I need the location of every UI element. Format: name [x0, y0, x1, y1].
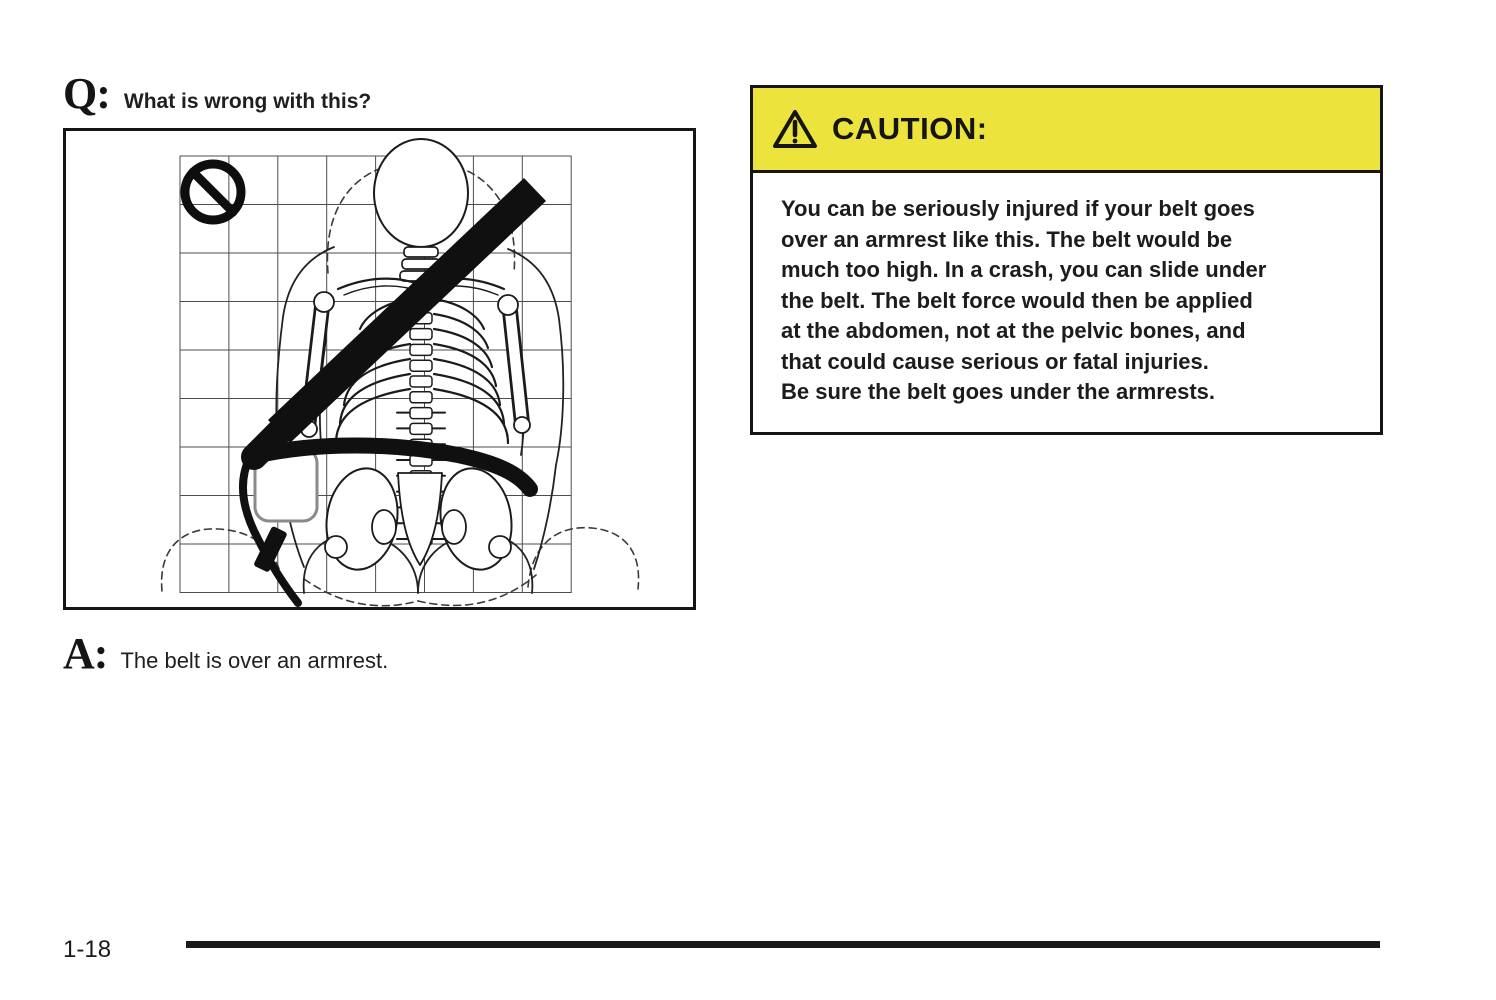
caution-body-line: that could cause serious or fatal injuries.: [781, 348, 1209, 374]
caution-body: [750, 173, 1383, 435]
question-heading: [63, 69, 372, 118]
question-text: What is wrong with this?: [123, 90, 372, 113]
answer-text: The belt is over an armrest.: [120, 648, 389, 673]
prohibition-icon: [185, 164, 241, 220]
caution-body-line: Be sure the belt goes under the armrests.: [781, 379, 1216, 404]
page-number: 1-18: [63, 936, 112, 963]
caution-body-line: over an armrest like this. The belt would be: [781, 226, 1233, 252]
caution-title: CAUTION:: [832, 111, 988, 146]
belt-illustration: [66, 131, 693, 607]
caution-body-line: at the abdomen, not at the pelvic bones, and: [781, 318, 1246, 343]
question-prefix: Q:: [63, 69, 110, 118]
caution-box: [750, 85, 1383, 435]
answer-heading: [63, 629, 389, 678]
caution-body-line: much too high. In a crash, you can slide under: [781, 257, 1267, 282]
answer-prefix: A:: [63, 629, 108, 678]
skull: [374, 139, 468, 247]
caution-body-line: the belt. The belt force would then be applied: [781, 287, 1253, 313]
footer-rule: [186, 941, 1380, 948]
warning-triangle-icon: [772, 108, 818, 150]
caution-header: [750, 85, 1383, 173]
caution-body-line: You can be seriously injured if your belt goes: [781, 196, 1255, 221]
belt-illustration-frame: [63, 128, 696, 610]
